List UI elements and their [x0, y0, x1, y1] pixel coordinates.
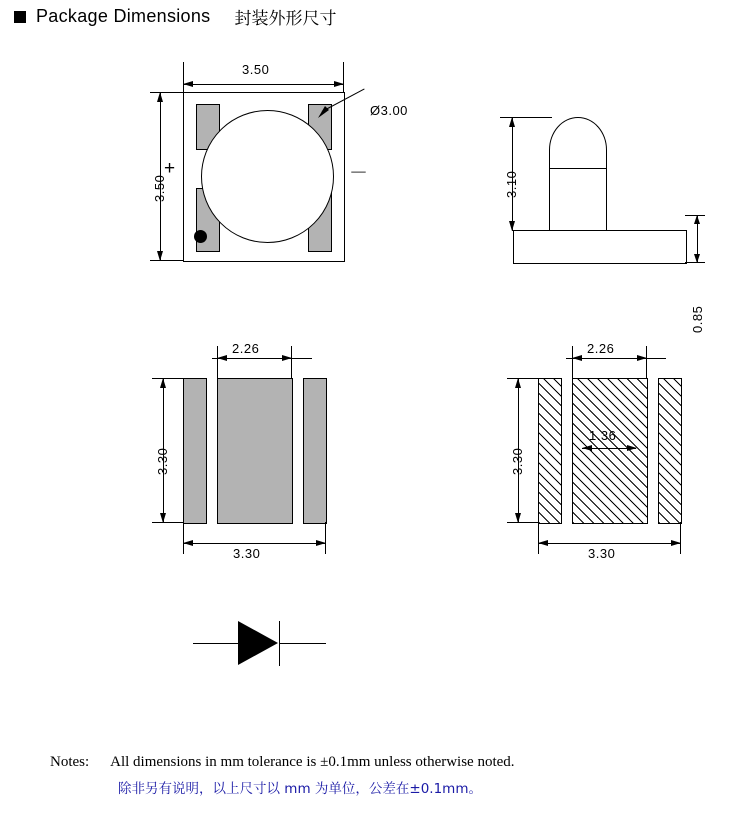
dim-bv-width: 3.30: [233, 546, 261, 561]
dim-sp-height: 3.30: [510, 447, 525, 475]
notes-block: [50, 754, 690, 797]
page-header: [14, 4, 336, 29]
anode-mark: +: [164, 158, 176, 179]
dim-base-thickness: 0.85: [690, 305, 705, 333]
dim-arrows-base-thk: [691, 215, 704, 263]
lens-leader-arrow: [316, 104, 332, 120]
symbol-triangle-icon: [238, 621, 278, 665]
symbol-lead-right: [279, 643, 326, 644]
bottom-pad-left: [183, 378, 207, 524]
dim-side-height: 3.10: [504, 170, 519, 198]
side-view-base: [513, 230, 687, 264]
bottom-pad-right: [303, 378, 327, 524]
dim-sp-width: 3.30: [588, 546, 616, 561]
notes-text-en: All dimensions in mm tolerance is ±0.1mm unless otherwise noted.: [110, 754, 515, 770]
page-title-chinese: 封装外形尺寸: [234, 9, 337, 29]
bottom-pad-center: [217, 378, 293, 524]
solder-pad-right: [658, 378, 682, 524]
symbol-lead-left: [193, 643, 241, 644]
cathode-mark: －: [349, 163, 369, 184]
dim-arrows-top: [183, 78, 344, 91]
dim-bv-height: 3.30: [155, 447, 170, 475]
dim-bv-pad-width: 2.26: [232, 341, 260, 356]
lens-circle: [201, 110, 334, 243]
notes-row-en: [50, 754, 690, 771]
notes-text-cn: 除非另有说明，以上尺寸以 mm 为单位，公差在±0.1mm。: [118, 781, 482, 797]
dim-sp-pad-width: 2.26: [587, 341, 615, 356]
side-view-body: [549, 168, 607, 233]
dim-arrows-sp-inner: [582, 442, 637, 455]
side-view-dome: [549, 117, 607, 170]
solder-pad-left: [538, 378, 562, 524]
dim-lens-diameter: Ø3.00: [370, 103, 408, 118]
page-title: Package Dimensions: [36, 6, 211, 26]
dim-left-height: 3.50: [152, 174, 167, 202]
notes-label: Notes:: [50, 754, 90, 770]
polarity-dot-icon: [194, 230, 207, 243]
square-bullet-icon: [14, 11, 26, 23]
dim-sp-inner: 1.36: [589, 428, 617, 443]
dim-top-width: 3.50: [242, 62, 270, 77]
